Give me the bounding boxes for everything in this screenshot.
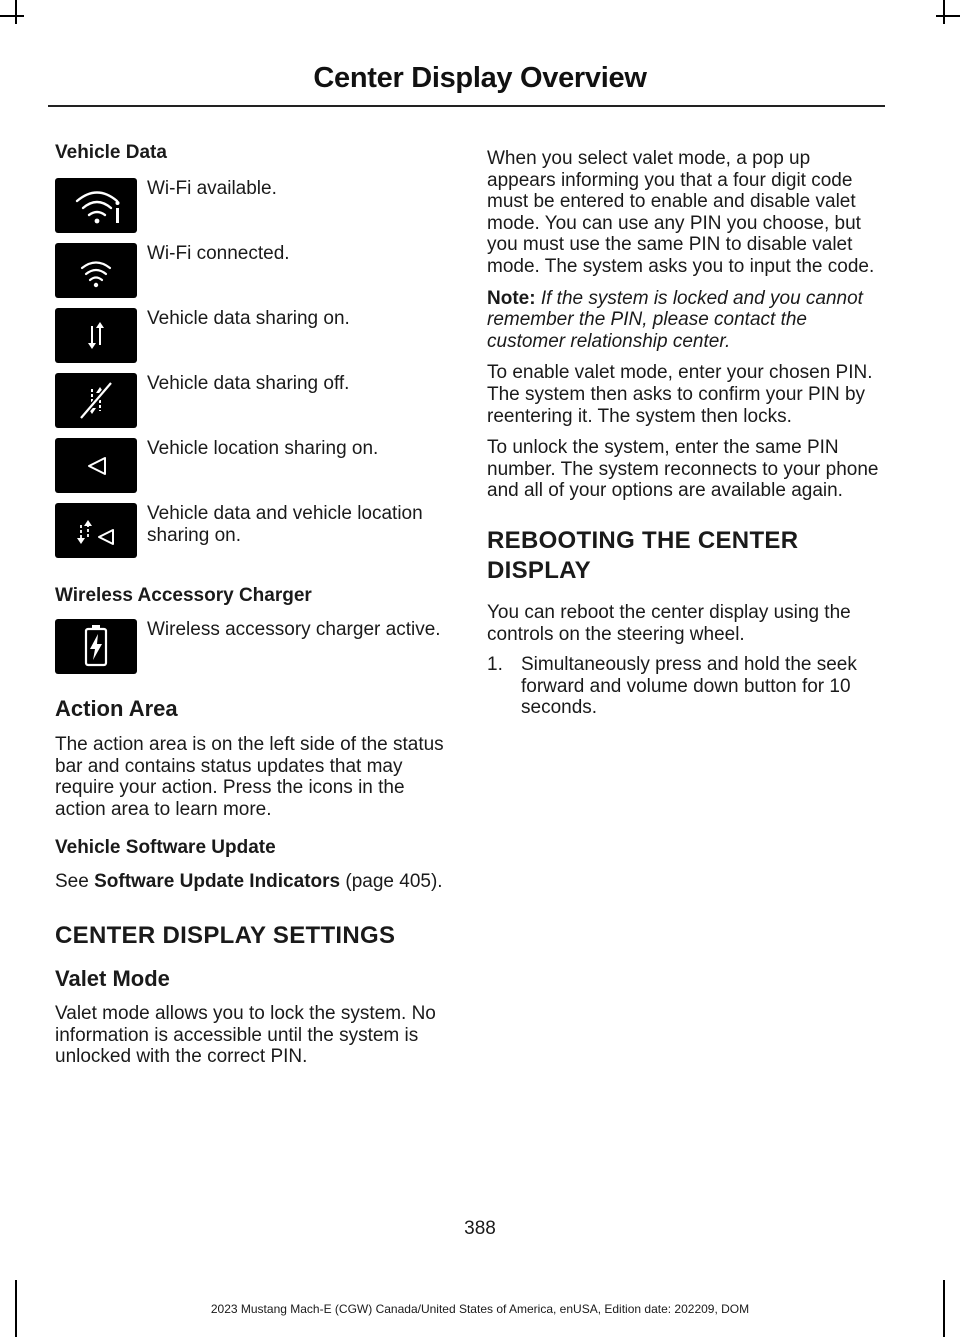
action-area-text: The action area is on the left side of the status bar and contains status updates that may require your action. Press the icons in the action area to learn more. <box>55 734 444 820</box>
software-update-paragraph <box>55 871 450 893</box>
data-sharing-icon <box>55 308 137 363</box>
note-label: Note: <box>487 287 536 309</box>
list-item <box>55 178 450 243</box>
list-item-label: Wireless accessory charger active. <box>147 619 441 640</box>
list-item <box>55 619 450 697</box>
left-column <box>55 140 450 1068</box>
step-number: 1. <box>487 654 503 676</box>
reboot-heading-line2: DISPLAY <box>487 556 591 584</box>
list-item-label: Vehicle data sharing off. <box>147 373 350 394</box>
wifi-icon <box>55 243 137 298</box>
valet-popup-text: When you select valet mode, a pop up appears informing you that a four digit code must be entered to enable and disable valet mode. You can use any PIN you choose, but you must use the same PIN to disable valet mode. The system asks you to input the code. <box>487 148 875 277</box>
location-arrow-icon <box>55 438 137 493</box>
page-number: 388 <box>464 1218 496 1239</box>
settings-heading: CENTER DISPLAY SETTINGS <box>55 921 396 949</box>
reboot-heading-line1: REBOOTING THE CENTER <box>487 526 799 554</box>
data-sharing-off-icon <box>55 373 137 428</box>
reboot-heading <box>487 526 882 586</box>
reboot-text: You can reboot the center display using the controls on the steering wheel. <box>487 601 851 645</box>
unlock-text: To unlock the system, enter the same PIN number. The system reconnects to your phone and all of your options are available again. <box>487 437 879 502</box>
crop-mark <box>936 15 960 17</box>
list-item-label: Wi-Fi connected. <box>147 243 290 264</box>
software-update-heading: Vehicle Software Update <box>55 837 276 859</box>
page-reference: (page 405). <box>340 871 443 893</box>
step-text: Simultaneously press and hold the seek forward and volume down button for 10 seconds. <box>521 654 857 719</box>
list-item <box>55 308 450 373</box>
valet-text: Valet mode allows you to lock the system. No information is accessible until the system is unlocked with the correct PIN. <box>55 1002 436 1068</box>
software-update-link[interactable]: Software Update Indicators <box>94 871 341 893</box>
note-paragraph <box>487 288 882 353</box>
enable-text: To enable valet mode, enter your chosen PIN. The system then asks to confirm your PIN by reentering it. The system then locks. <box>487 362 873 427</box>
crop-mark <box>0 15 24 17</box>
footer: 2023 Mustang Mach-E (CGW) Canada/United States of America, enUSA, Edition date: 202209, DOM <box>210 1302 750 1316</box>
valet-heading: Valet Mode <box>55 965 170 991</box>
list-item-label: Vehicle data sharing on. <box>147 308 350 329</box>
list-item-label: Vehicle location sharing on. <box>147 438 379 459</box>
list-item-label: Wi-Fi available. <box>147 178 277 199</box>
list-item <box>55 373 450 438</box>
header-rule <box>48 105 885 107</box>
list-item-label: Vehicle data and vehicle location sharing on. <box>147 503 423 546</box>
crop-mark <box>15 0 17 24</box>
reboot-steps <box>487 654 882 719</box>
battery-charging-icon <box>55 619 137 674</box>
wifi-info-icon <box>55 178 137 233</box>
list-item <box>55 503 450 583</box>
crop-mark <box>943 0 945 24</box>
see-text: See <box>55 871 95 893</box>
list-item <box>55 243 450 308</box>
note-text: If the system is locked and you cannot remember the PIN, please contact the customer relationship center. <box>487 287 863 352</box>
right-column <box>487 140 882 719</box>
vehicle-data-heading: Vehicle Data <box>55 142 167 163</box>
list-item <box>487 654 882 719</box>
wireless-charger-heading: Wireless Accessory Charger <box>55 585 312 606</box>
data-location-sharing-icon <box>55 503 137 558</box>
page-title: Center Display Overview <box>313 62 647 94</box>
action-area-heading: Action Area <box>55 696 178 721</box>
list-item <box>55 438 450 503</box>
